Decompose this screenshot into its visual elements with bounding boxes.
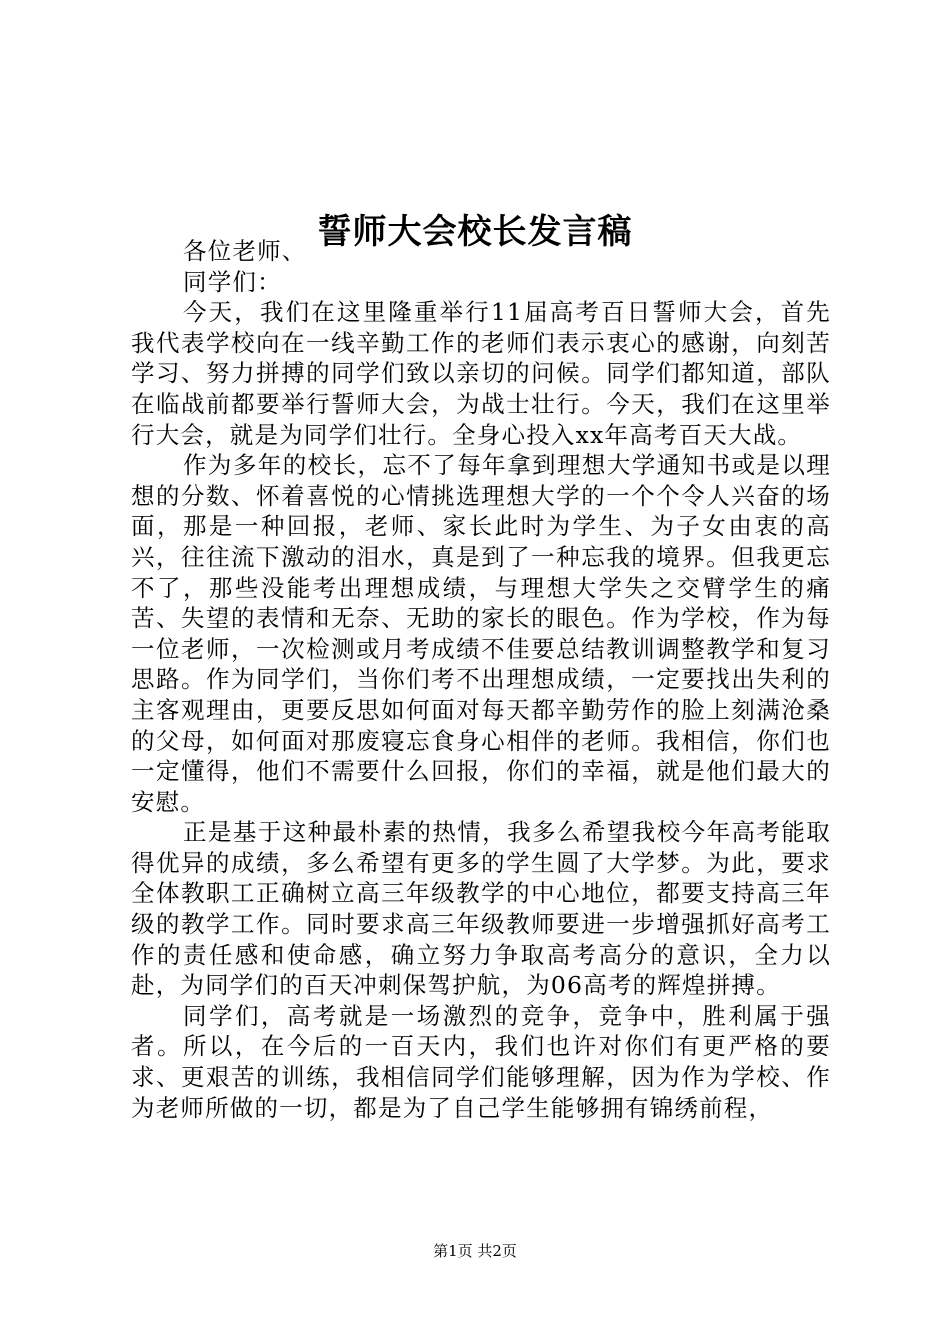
body-paragraph: 同学们，高考就是一场激烈的竞争，竞争中，胜利属于强者。所以，在今后的一百天内，我们也许对你们有更严格的要求、更艰苦的训练，我相信同学们能够理解，因为作为学校、作为老师所做的一切，都是为了自己学生能够拥有锦绣前程， (131, 1001, 831, 1122)
salutation-teachers: 各位老师、 (183, 237, 307, 265)
salutation-students: 同学们： (183, 267, 282, 296)
page-number-footer: 第1页 共2页 (433, 1242, 517, 1260)
body-paragraph: 作为多年的校长，忘不了每年拿到理想大学通知书或是以理想的分数、怀着喜悦的心情挑选理想大学的一个个令人兴奋的场面，那是一种回报，老师、家长此时为学生、为子女由衷的高兴，往往流下激动的泪水，真是到了一种忘我的境界。但我更忘不了，那些没能考出理想成绩，与理想大学失之交臂学生的痛苦、失望的表情和无奈、无助的家长的眼色。作为学校，作为每一位老师，一次检测或月考成绩不佳要总结教训调整教学和复习思路。作为同学们，当你们考不出理想成绩，一定要找出失利的主客观理由，更要反思如何面对每天都辛勤劳作的脸上刻满沧桑的父母，如何面对那废寝忘食身心相伴的老师。我相信，你们也一定懂得，他们不需要什么回报，你们的幸福，就是他们最大的安慰。 (131, 451, 831, 816)
body-paragraph: 正是基于这种最朴素的热情，我多么希望我校今年高考能取得优异的成绩，多么希望有更多的学生圆了大学梦。为此，要求全体教职工正确树立高三年级教学的中心地位，都要支持高三年级的教学工作。同时要求高三年级教师要进一步增强抓好高考工作的责任感和使命感，确立努力争取高考高分的意识，全力以赴，为同学们的百天冲刺保驾护航，为06高考的辉煌拼搏。 (131, 818, 831, 1000)
body-paragraph: 今天，我们在这里隆重举行11届高考百日誓师大会，首先我代表学校向在一线辛勤工作的老师们表示衷心的感谢，向刻苦学习、努力拼搏的同学们致以亲切的问候。同学们都知道，部队在临战前都要举行誓师大会，为战士壮行。今天，我们在这里举行大会，就是为同学们壮行。全身心投入xx年高考百天大战。 (131, 298, 831, 449)
document-title: 誓师大会校长发言稿 (317, 211, 633, 252)
document-body (131, 236, 831, 1123)
